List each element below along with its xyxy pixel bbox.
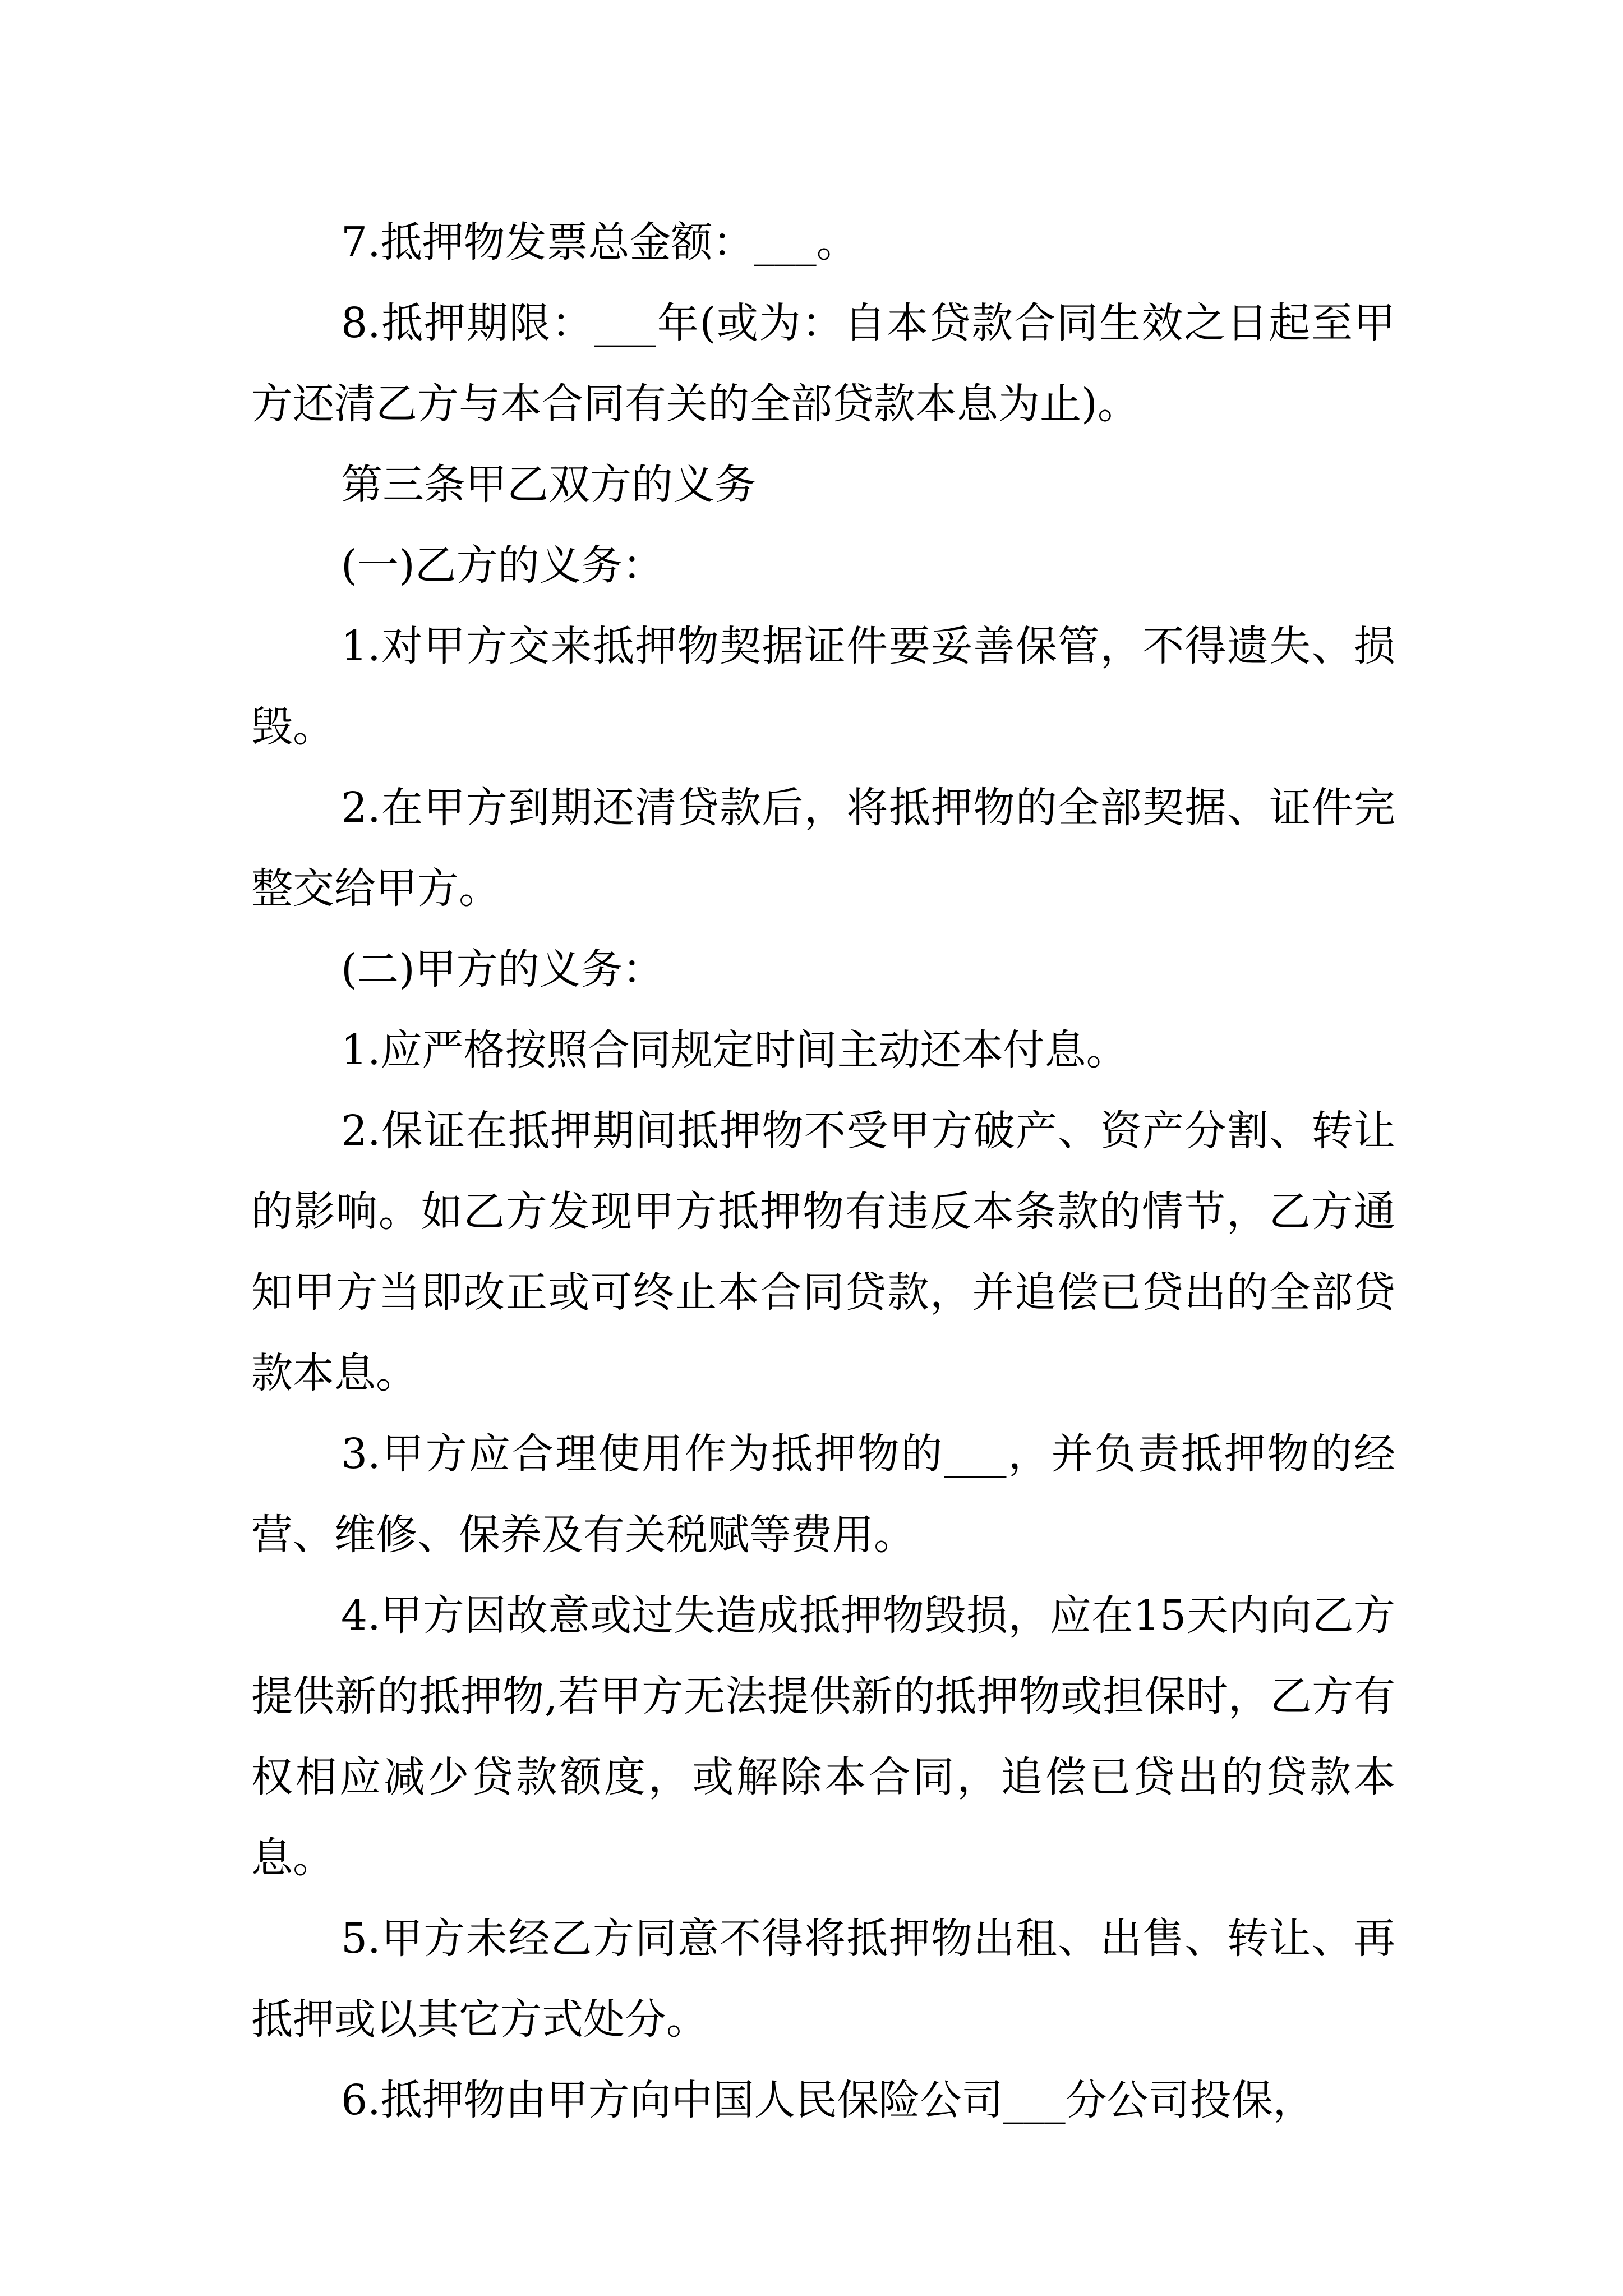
paragraph-party-a-duty-2: 2.保证在抵押期间抵押物不受甲方破产、资产分割、转让的影响。如乙方发现甲方抵押物有违反本条款的情节，乙方通知甲方当即改正或可终止本合同贷款，并追偿已贷出的全部贷款本息。 [251,1107,1395,1397]
document-body [251,202,1395,2141]
paragraph-party-a-duty-4: 4.甲方因故意或过失造成抵押物毁损，应在15天内向乙方提供新的抵押物,若甲方无法提供新的抵押物或担保时，乙方有权相应减少贷款额度，或解除本合同，追偿已贷出的贷款本息。 [251,1591,1395,1882]
paragraph-party-b-duty-2: 2.在甲方到期还清贷款后，将抵押物的全部契据、证件完整交给甲方。 [251,784,1395,913]
paragraph-party-a-duty-6: 6.抵押物由甲方向中国人民保险公司___分公司投保， [341,2076,1315,2124]
paragraph-invoice-amount: 7.抵押物发票总金额：___。 [341,218,858,266]
section-heading-party-a: (二)甲方的义务： [341,945,664,993]
paragraph-party-b-duty-1: 1.对甲方交来抵押物契据证件要妥善保管，不得遗失、损毁。 [251,622,1395,751]
paragraph-party-a-duty-3: 3.甲方应合理使用作为抵押物的___，并负责抵押物的经营、维修、保养及有关税赋等费用。 [251,1430,1395,1559]
section-heading-party-b: (一)乙方的义务： [341,541,664,590]
paragraph-party-a-duty-5: 5.甲方未经乙方同意不得将抵押物出租、出售、转让、再抵押或以其它方式处分。 [251,1915,1395,2044]
article-heading-obligations: 第三条甲乙双方的义务 [341,461,756,509]
paragraph-mortgage-term: 8.抵押期限：___年(或为：自本贷款合同生效之日起至甲方还清乙方与本合同有关的全部贷款本息为止)。 [251,299,1395,428]
paragraph-party-a-duty-1: 1.应严格按照合同规定时间主动还本付息。 [341,1026,1128,1074]
